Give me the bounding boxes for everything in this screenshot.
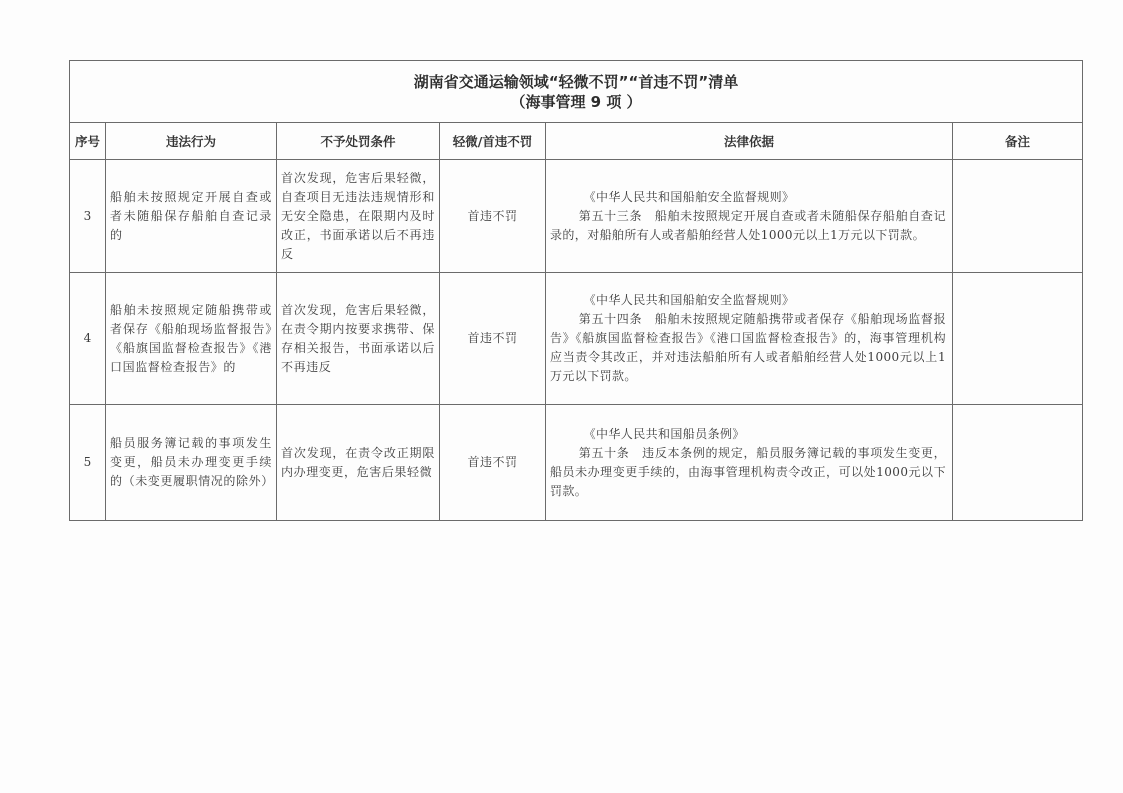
row-type: 首违不罚 — [440, 160, 546, 273]
row-remark — [953, 160, 1083, 273]
penalty-exemption-table — [69, 60, 1083, 521]
row-remark — [953, 405, 1083, 521]
row-no: 3 — [70, 160, 106, 273]
row-behavior: 船舶未按照规定开展自查或者未随船保存船舶自查记录的 — [106, 160, 277, 273]
table-row — [70, 160, 1083, 273]
law-name: 《中华人民共和国船舶安全监督规则》 — [583, 189, 795, 204]
row-condition: 首次发现，在责令改正期限内办理变更，危害后果轻微 — [277, 405, 440, 521]
row-legal-basis — [546, 405, 953, 521]
row-type: 首违不罚 — [440, 405, 546, 521]
law-article: 第五十四条 船舶未按照规定随船携带或者保存《船舶现场监督报告》《船旗国监督检查报告》《港口国监督检查报告》的，海事管理机构应当责令其改正，并对违法船舶所有人或者船舶经营人处1000元以上1万元以下罚款。 — [550, 312, 946, 383]
table-row — [70, 405, 1083, 521]
row-legal-basis — [546, 273, 953, 405]
law-article: 第五十三条 船舶未按照规定开展自查或者未随船保存船舶自查记录的，对船舶所有人或者船舶经营人处1000元以上1万元以下罚款。 — [550, 208, 946, 242]
row-type: 首违不罚 — [440, 273, 546, 405]
header-basis: 法律依据 — [546, 123, 953, 160]
title-line-2: （海事管理 9 项 ） — [510, 92, 642, 111]
row-condition: 首次发现，危害后果轻微，自查项目无违法违规情形和无安全隐患，在限期内及时改正，书面承诺以后不再违反 — [277, 160, 440, 273]
row-condition: 首次发现，危害后果轻微，在责令期内按要求携带、保存相关报告，书面承诺以后不再违反 — [277, 273, 440, 405]
row-no: 5 — [70, 405, 106, 521]
header-type: 轻微/首违不罚 — [440, 123, 546, 160]
header-behavior: 违法行为 — [106, 123, 277, 160]
title-line-1: 湖南省交通运输领域“轻微不罚”“首违不罚”清单 — [413, 72, 739, 91]
row-no: 4 — [70, 273, 106, 405]
header-remark: 备注 — [953, 123, 1083, 160]
row-remark — [953, 273, 1083, 405]
header-row — [70, 123, 1083, 160]
row-behavior: 船舶未按照规定随船携带或者保存《船舶现场监督报告》《船旗国监督检查报告》《港口国监督检查报告》的 — [106, 273, 277, 405]
row-legal-basis — [546, 160, 953, 273]
law-name: 《中华人民共和国船舶安全监督规则》 — [583, 293, 795, 307]
law-article: 第五十条 违反本条例的规定，船员服务簿记载的事项发生变更，船员未办理变更手续的，由海事管理机构责令改正，可以处1000元以下罚款。 — [550, 445, 946, 498]
header-condition: 不予处罚条件 — [277, 123, 440, 160]
table-row — [70, 273, 1083, 405]
table-title — [70, 61, 1083, 123]
law-name: 《中华人民共和国船员条例》 — [583, 426, 745, 441]
header-no: 序号 — [70, 123, 106, 160]
row-behavior: 船员服务簿记载的事项发生变更，船员未办理变更手续的（未变更履职情况的除外） — [106, 405, 277, 521]
